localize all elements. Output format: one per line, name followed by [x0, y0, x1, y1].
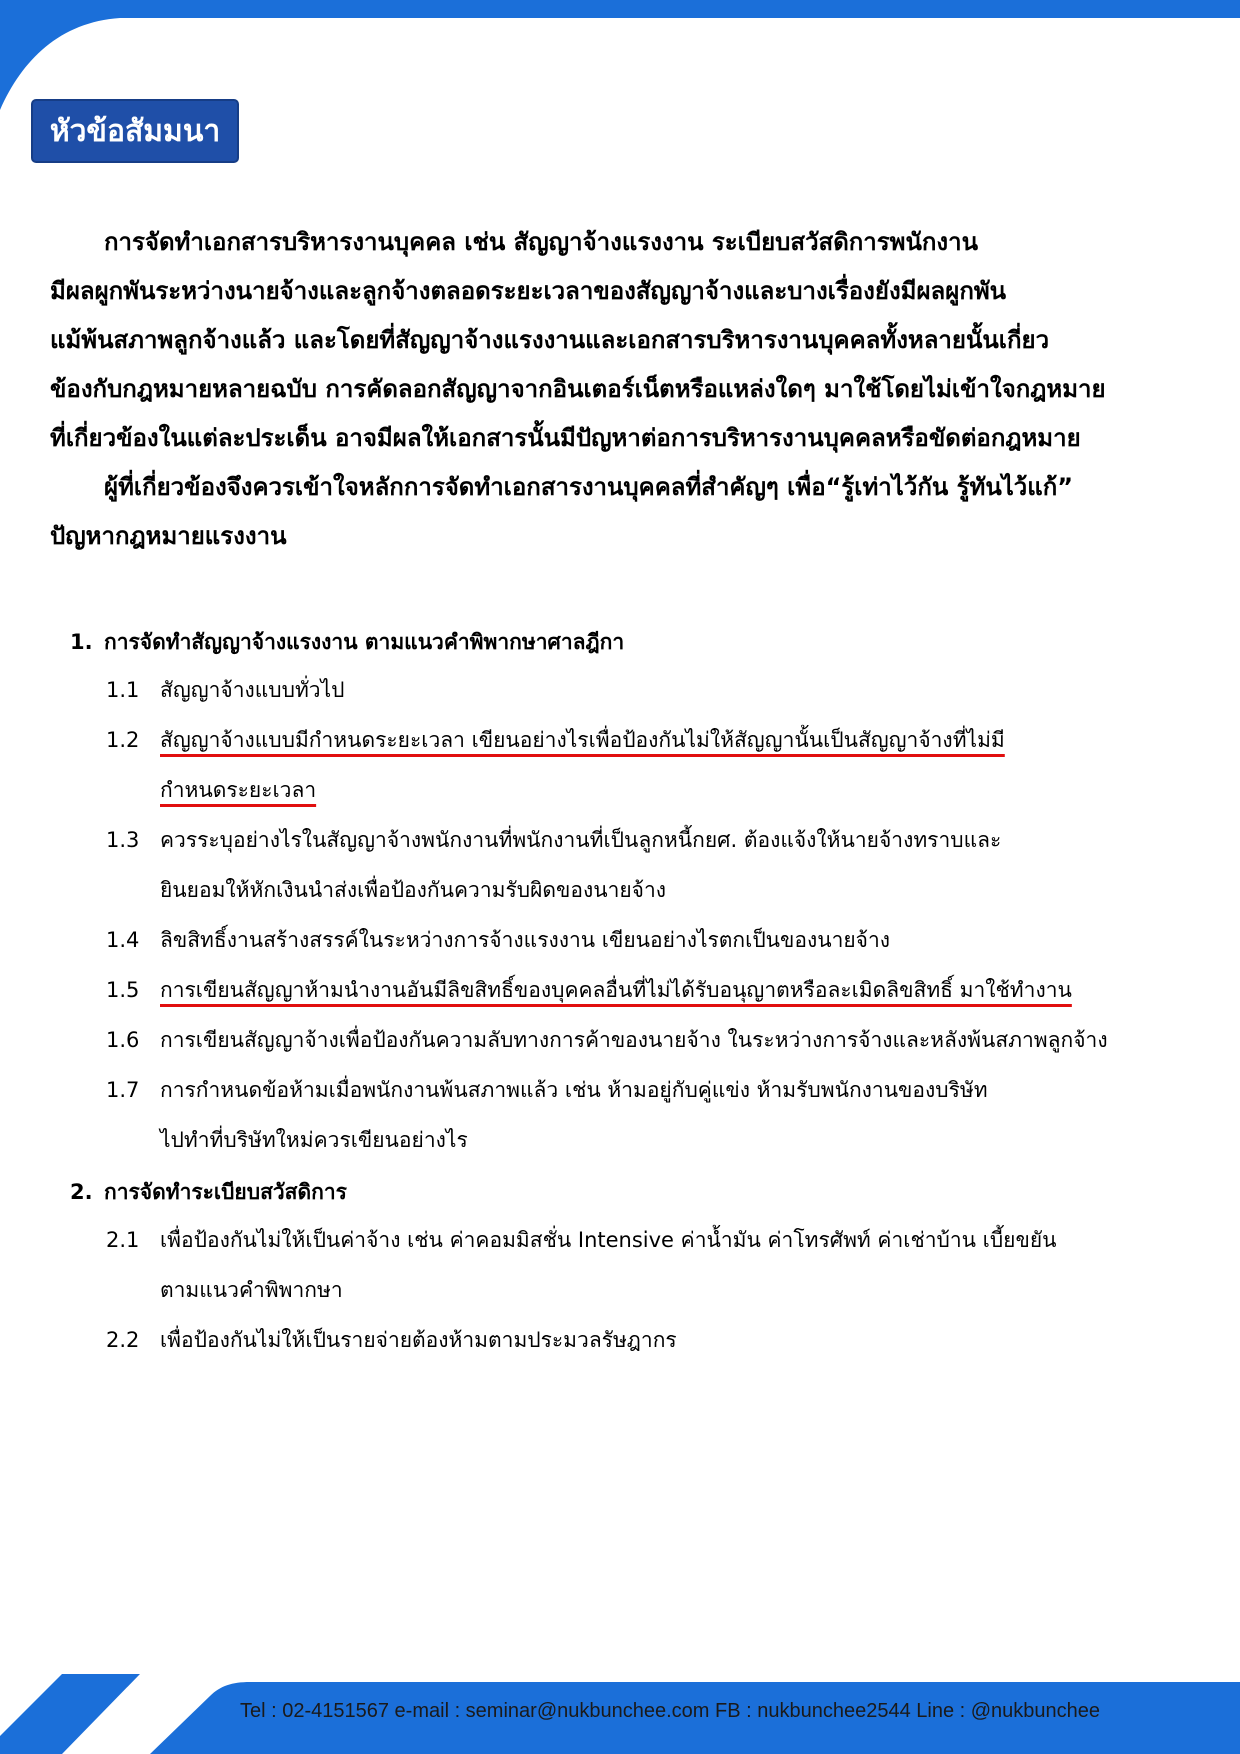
section-heading — [70, 1176, 347, 1209]
item-text-underlined: การเขียนสัญญาห้ามนำงานอันมีลิขสิทธิ์ของบุคคลอื่นที่ไม่ได้รับอนุญาตหรือละเมิดลิขสิทธิ์ มาใช้ทำงาน — [160, 978, 1072, 1002]
item-text: ควรระบุอย่างไรในสัญญาจ้างพนักงานที่พนักงานที่เป็นลูกหนี้กยศ. ต้องแจ้งให้นายจ้างทราบและ — [160, 828, 1002, 852]
intro-line: ที่เกี่ยวข้องในแต่ละประเด็น อาจมีผลให้เอกสารนั้นมีปัญหาต่อการบริหารงานบุคคลหรือขัดต่อกฎหมาย — [50, 424, 1081, 452]
item-text: ยินยอมให้หักเงินนำส่งเพื่อป้องกันความรับผิดของนายจ้าง — [160, 878, 667, 902]
item-number: 1.4 — [106, 928, 140, 952]
footer-contact-text: Tel : 02-4151567 e-mail : seminar@nukbunchee.com FB : nukbunchee2544 Line : @nukbunchee — [240, 1700, 1101, 1722]
section-title: หัวข้อสัมมนา — [49, 113, 221, 149]
item-text-underlined: สัญญาจ้างแบบมีกำหนดระยะเวลา เขียนอย่างไรเพื่อป้องกันไม่ให้สัญญานั้นเป็นสัญญาจ้างที่ไม่มี — [160, 728, 1005, 752]
section-number: 2. — [70, 1180, 93, 1204]
item-text: ตามแนวคำพิพากษา — [160, 1278, 343, 1302]
item-number: 2.1 — [106, 1228, 140, 1252]
section-title-badge — [31, 99, 239, 163]
item-number: 1.1 — [106, 678, 140, 702]
item-text: ไปทำที่บริษัทใหม่ควรเขียนอย่างไร — [160, 1128, 468, 1152]
intro-line: ข้องกับกฎหมายหลายฉบับ การคัดลอกสัญญาจากอินเตอร์เน็ตหรือแหล่งใดๆ มาใช้โดยไม่เข้าใจกฎหมาย — [50, 375, 1106, 403]
item-number: 1.7 — [106, 1078, 140, 1102]
item-text: เพื่อป้องกันไม่ให้เป็นค่าจ้าง เช่น ค่าคอมมิสชั่น Intensive ค่าน้ำมัน ค่าโทรศัพท์ ค่าเช่าบ้าน เบี้ยขยัน — [160, 1228, 1057, 1252]
item-text: เพื่อป้องกันไม่ให้เป็นรายจ่ายต้องห้ามตามประมวลรัษฎากร — [160, 1328, 677, 1352]
section-heading — [70, 626, 624, 659]
item-number: 2.2 — [106, 1328, 140, 1352]
intro-paragraph — [50, 218, 1210, 561]
item-text-underlined: กำหนดระยะเวลา — [160, 778, 317, 802]
item-text: การเขียนสัญญาจ้างเพื่อป้องกันความลับทางการค้าของนายจ้าง ในระหว่างการจ้างและหลังพ้นสภาพลูกจ้าง — [160, 1028, 1108, 1052]
intro-line: ปัญหากฎหมายแรงงาน — [50, 522, 287, 550]
intro-line: ผู้ที่เกี่ยวข้องจึงควรเข้าใจหลักการจัดทำเอกสารงานบุคคลที่สำคัญๆ เพื่อ“รู้เท่าไว้กัน รู้ทันไว้แก้” — [104, 473, 1074, 501]
item-number: 1.6 — [106, 1028, 140, 1052]
intro-line: การจัดทำเอกสารบริหารงานบุคคล เช่น สัญญาจ้างแรงงาน ระเบียบสวัสดิการพนักงาน — [104, 228, 979, 256]
item-text: การกำหนดข้อห้ามเมื่อพนักงานพ้นสภาพแล้ว เช่น ห้ามอยู่กับคู่แข่ง ห้ามรับพนักงานของบริษัท — [160, 1078, 988, 1102]
item-text: สัญญาจ้างแบบทั่วไป — [160, 678, 345, 702]
intro-line: แม้พ้นสภาพลูกจ้างแล้ว และโดยที่สัญญาจ้างแรงงานและเอกสารบริหารงานบุคคลทั้งหลายนั้นเกี่ยว — [50, 326, 1050, 354]
item-number: 1.2 — [106, 728, 140, 752]
intro-line: มีผลผูกพันระหว่างนายจ้างและลูกจ้างตลอดระยะเวลาของสัญญาจ้างและบางเรื่องยังมีผลผูกพัน — [50, 277, 1007, 305]
item-number: 1.3 — [106, 828, 140, 852]
section-number: 1. — [70, 630, 93, 654]
item-number: 1.5 — [106, 978, 140, 1002]
section-heading-text: การจัดทำสัญญาจ้างแรงงาน ตามแนวคำพิพากษาศาลฎีกา — [104, 630, 625, 654]
section-heading-text: การจัดทำระเบียบสวัสดิการ — [104, 1180, 347, 1204]
item-text: ลิขสิทธิ์งานสร้างสรรค์ในระหว่างการจ้างแรงงาน เขียนอย่างไรตกเป็นของนายจ้าง — [160, 928, 891, 952]
